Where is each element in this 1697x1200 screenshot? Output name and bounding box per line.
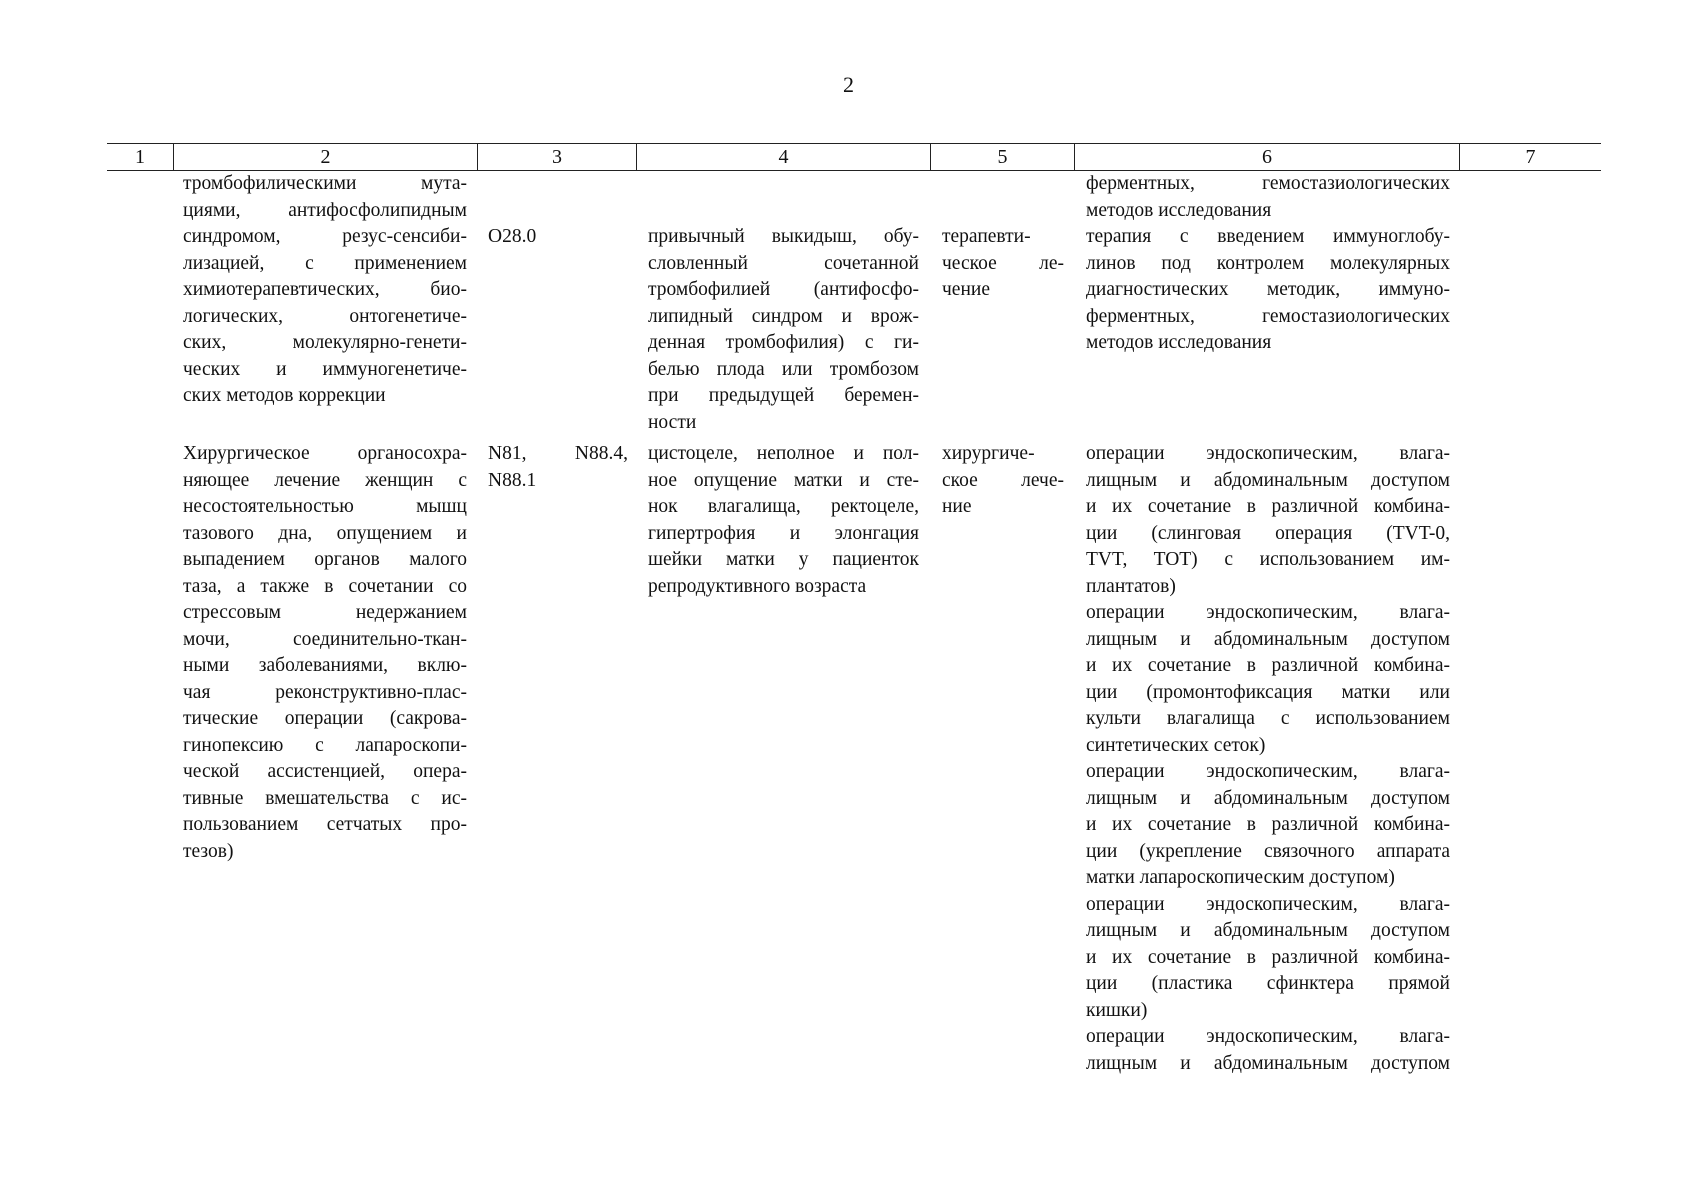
text-line: плантатов): [1086, 575, 1176, 597]
text-line: и их сочетание в различной комбина-: [1086, 814, 1450, 835]
text-line: ских методов коррекции: [183, 385, 386, 406]
text-line: ции (пластика сфинктера прямой: [1086, 973, 1450, 994]
text-line: лищным и абдоминальным доступом: [1086, 469, 1450, 491]
text-line: лищным и абдоминальным доступом: [1086, 628, 1450, 650]
text-line: липидный синдром и врож-: [648, 305, 919, 327]
text-line: шейки матки у пациенток: [648, 549, 919, 570]
column-header-6: 6: [1074, 144, 1459, 170]
row2-col2-cell: [183, 441, 467, 865]
text-line: няющее лечение женщин с: [183, 469, 467, 491]
row1-col5-cell: [942, 224, 1064, 304]
text-line: ческих и иммуногенетиче-: [183, 358, 467, 380]
text-line: Хирургическое органосохра-: [183, 443, 467, 464]
text-line: мочи, соединительно-ткан-: [183, 628, 467, 650]
column-header-7: 7: [1459, 144, 1601, 170]
text-line: тезов): [183, 840, 234, 862]
text-line: диагностических методик, иммуно-: [1086, 279, 1450, 300]
text-line: словленный сочетанной: [648, 252, 919, 274]
table-header-row: [107, 143, 1601, 171]
text-line: нок влагалища, ректоцеле,: [648, 496, 919, 517]
text-line: пользованием сетчатых про-: [183, 814, 467, 835]
text-line: белью плода или тромбозом: [648, 358, 919, 380]
text-line: тромбофилическими мута-: [183, 173, 467, 194]
text-line: ции (промонтофиксация матки или: [1086, 681, 1450, 703]
text-line: ческой ассистенцией, опера-: [183, 761, 467, 782]
text-line: и их сочетание в различной комбина-: [1086, 655, 1450, 676]
text-line: линов под контролем молекулярных: [1086, 252, 1450, 274]
text-line: стрессовым недержанием: [183, 602, 467, 623]
text-line: привычный выкидыш, обу-: [648, 226, 919, 247]
text-line: ности: [648, 411, 697, 433]
row1-col4-cell: [648, 224, 919, 436]
text-line: таза, а также в сочетании со: [183, 575, 467, 597]
text-line: методов исследования: [1086, 199, 1272, 221]
text-line: тромбофилией (антифосфо-: [648, 279, 919, 300]
column-header-3: 3: [477, 144, 636, 170]
text-line: ферментных, гемостазиологических: [1086, 305, 1450, 327]
column-header-2: 2: [173, 144, 477, 170]
text-line: ние: [942, 496, 972, 517]
row2-col6-cell: [1086, 441, 1450, 1077]
text-line: репродуктивного возраста: [648, 575, 867, 597]
text-line: хирургиче-: [942, 443, 1035, 464]
text-line: TVT, TOT) с использованием им-: [1086, 549, 1450, 570]
text-line: тические операции (сакрова-: [183, 708, 467, 729]
text-line: методов исследования: [1086, 332, 1272, 353]
text-line: и их сочетание в различной комбина-: [1086, 496, 1450, 517]
text-line: операции эндоскопическим, влага-: [1086, 602, 1450, 623]
text-line: и их сочетание в различной комбина-: [1086, 946, 1450, 968]
text-line: операции эндоскопическим, влага-: [1086, 1026, 1450, 1047]
row2-col3-cell: [488, 441, 628, 494]
text-line: гинопексию с лапароскопи-: [183, 734, 467, 756]
text-line: ских, молекулярно-генети-: [183, 332, 467, 353]
text-line: гипертрофия и элонгация: [648, 522, 919, 544]
row1-col6-cell: [1086, 171, 1450, 357]
text-line: лищным и абдоминальным доступом: [1086, 1052, 1450, 1074]
text-line: ское лече-: [942, 469, 1064, 491]
text-line: ции (укрепление связочного аппарата: [1086, 840, 1450, 862]
text-line: ное опущение матки и сте-: [648, 469, 919, 491]
text-line: терапия с введением иммуноглобу-: [1086, 226, 1450, 247]
text-line: операции эндоскопическим, влага-: [1086, 893, 1450, 915]
text-line: циями, антифосфолипидным: [183, 199, 467, 221]
text-line: тивные вмешательства с ис-: [183, 787, 467, 809]
text-line: ции (слинговая операция (TVT-0,: [1086, 522, 1450, 544]
column-header-1: 1: [135, 146, 145, 168]
text-line: терапевти-: [942, 226, 1031, 247]
column-header-4: 4: [636, 144, 930, 170]
text-line: операции эндоскопическим, влага-: [1086, 761, 1450, 782]
text-line: культи влагалища с использованием: [1086, 708, 1450, 729]
text-line: N81, N88.4,: [488, 443, 628, 464]
text-line: матки лапароскопическим доступом): [1086, 867, 1395, 888]
text-line: при предыдущей беремен-: [648, 385, 919, 406]
text-line: ческое ле-: [942, 252, 1064, 274]
row2-col4-cell: [648, 441, 919, 600]
row1-col3-code: O28.0: [488, 226, 537, 247]
text-line: выпадением органов малого: [183, 549, 467, 570]
text-line: химиотерапевтических, био-: [183, 279, 467, 300]
text-line: логических, онтогенетиче-: [183, 305, 467, 327]
page-number: 2: [843, 72, 854, 97]
text-line: ферментных, гемостазиологических: [1086, 173, 1450, 194]
text-line: ными заболеваниями, вклю-: [183, 655, 467, 676]
text-line: лищным и абдоминальным доступом: [1086, 920, 1450, 941]
text-line: несостоятельностью мышц: [183, 496, 467, 517]
text-line: денная тромбофилия) с ги-: [648, 332, 919, 353]
text-line: лизацией, с применением: [183, 252, 467, 274]
text-line: N88.1: [488, 469, 537, 491]
text-line: операции эндоскопическим, влага-: [1086, 443, 1450, 464]
text-line: синтетических сеток): [1086, 734, 1266, 756]
column-header-5: 5: [930, 144, 1074, 170]
row2-col5-cell: [942, 441, 1064, 521]
text-line: кишки): [1086, 999, 1148, 1021]
text-line: лищным и абдоминальным доступом: [1086, 787, 1450, 809]
text-line: чая реконструктивно-плас-: [183, 681, 467, 703]
text-line: цистоцеле, неполное и пол-: [648, 443, 919, 464]
text-line: чение: [942, 279, 990, 300]
text-line: синдромом, резус-сенсиби-: [183, 226, 467, 247]
text-line: тазового дна, опущением и: [183, 522, 467, 544]
row1-col2-cell: [183, 171, 467, 410]
